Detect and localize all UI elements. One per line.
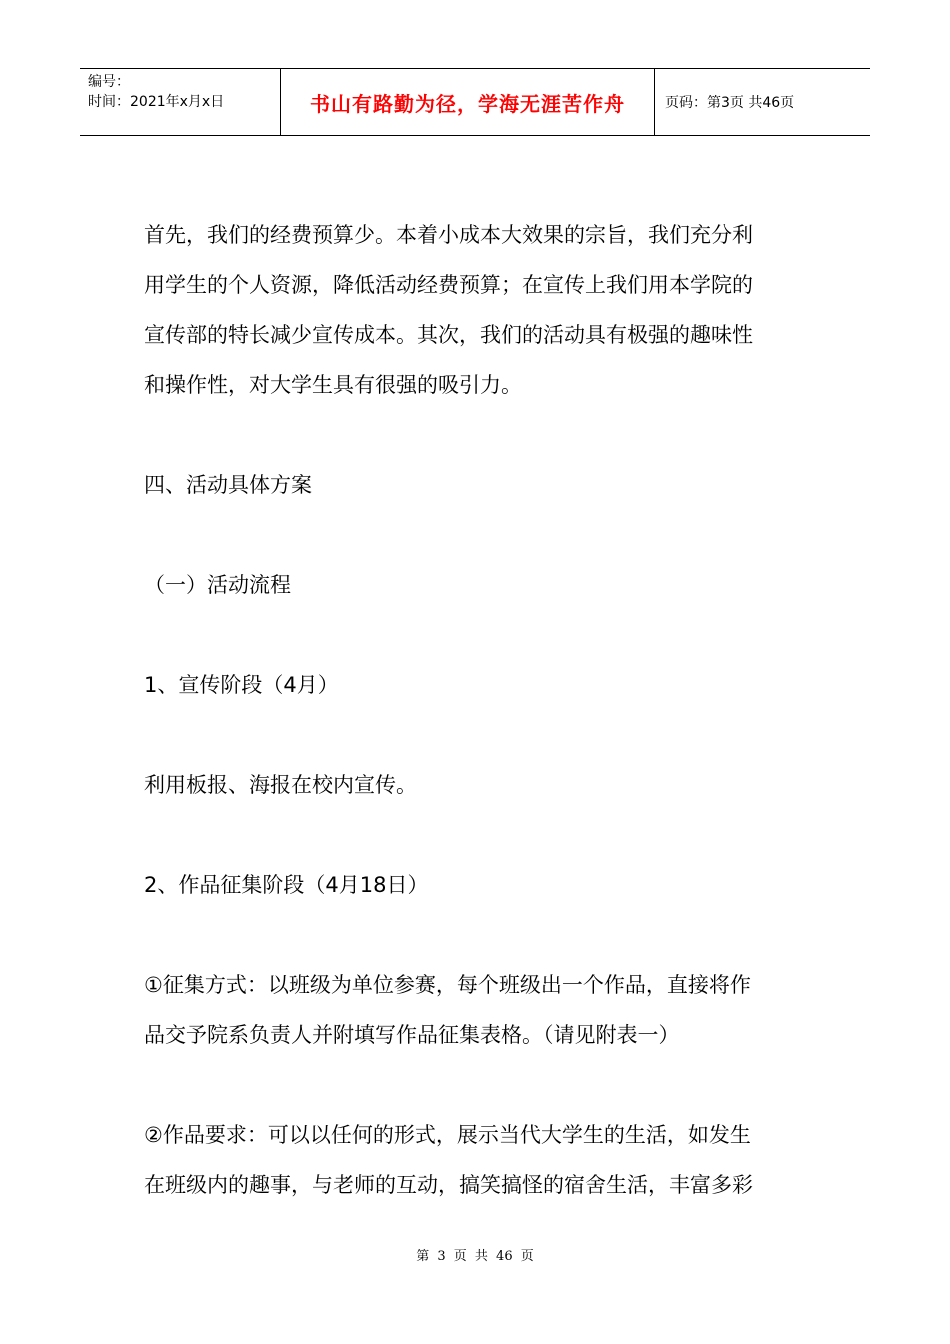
- document-number: 编号：: [88, 74, 130, 90]
- page-footer: 第 3 页 共 46 页: [416, 1249, 534, 1264]
- text-line: 首先，我们的经费预算少。本着小成本大效果的宗旨，我们充分利: [144, 223, 753, 247]
- paragraph-intro: [144, 210, 804, 410]
- page-header: [80, 68, 870, 136]
- text-line: 在班级内的趣事，与老师的互动，搞笑搞怪的宿舍生活，丰富多彩: [144, 1173, 753, 1197]
- header-meta: [80, 69, 281, 135]
- text-line: 和操作性，对大学生具有很强的吸引力。: [144, 373, 522, 397]
- text-line: 品交予院系负责人并附填写作品征集表格。（请见附表一）: [144, 1023, 680, 1047]
- header-page-info: 页码：第3页 共46页: [665, 95, 795, 111]
- text-line: ②作品要求：可以以任何的形式，展示当代大学生的生活，如发生: [144, 1123, 751, 1147]
- list-item: [144, 960, 804, 1060]
- section-heading: 四、活动具体方案: [144, 473, 312, 497]
- text-line: ①征集方式：以班级为单位参赛，每个班级出一个作品，直接将作: [144, 973, 751, 997]
- step-heading: 2、作品征集阶段（4月18日）: [144, 873, 429, 897]
- document-date: 时间：2021年x月x日: [88, 94, 225, 110]
- list-item: [144, 1110, 804, 1210]
- step-heading: 1、宣传阶段（4月）: [144, 673, 339, 697]
- document-body: [144, 210, 804, 1210]
- header-motto: 书山有路勤为径，学海无涯苦作舟: [281, 69, 655, 135]
- text-line: 宣传部的特长减少宣传成本。其次，我们的活动具有极强的趣味性: [144, 323, 753, 347]
- subsection-heading: （一）活动流程: [144, 573, 291, 597]
- step-text: 利用板报、海报在校内宣传。: [144, 773, 417, 797]
- text-line: 用学生的个人资源，降低活动经费预算；在宣传上我们用本学院的: [144, 273, 753, 297]
